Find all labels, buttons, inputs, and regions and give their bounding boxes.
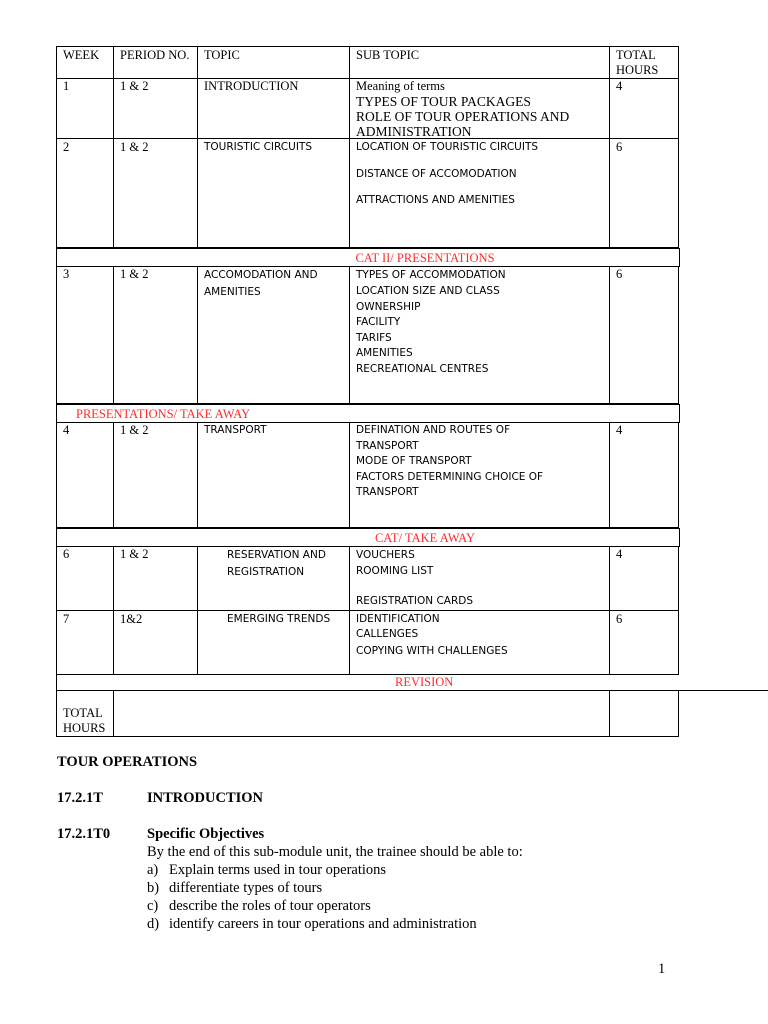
period-cell: 1 & 2 <box>114 78 198 139</box>
subtopic-item: LOCATION SIZE AND CLASS <box>356 285 500 297</box>
header-total-hours: TOTAL HOURS <box>610 47 679 79</box>
week-cell: 4 <box>57 422 114 528</box>
total-hours-blank <box>114 691 610 737</box>
period-cell: 1 & 2 <box>114 422 198 528</box>
subtopic-item: MODE OF TRANSPORT <box>356 455 472 467</box>
period-cell: 1 & 2 <box>114 266 198 404</box>
objectives-intro: By the end of this sub-module unit, the trainee should be able to: <box>147 844 523 860</box>
header-subtopic: SUB TOPIC <box>350 47 610 79</box>
header-period: PERIOD NO. <box>114 47 198 79</box>
table-row <box>56 546 679 611</box>
table-row <box>56 611 679 675</box>
subtopic-cell <box>350 422 610 528</box>
subtopic-item: DEFINATION AND ROUTES OF TRANSPORT <box>356 424 511 452</box>
subtopic-item: ROOMING LIST <box>356 565 434 577</box>
topic-cell: EMERGING TRENDS <box>198 611 350 675</box>
subtopic-item: CALLENGES <box>356 628 419 640</box>
objectives-code: 17.2.1T0 <box>57 826 111 842</box>
topic-cell: TRANSPORT <box>198 422 350 528</box>
week-cell: 3 <box>57 266 114 404</box>
subtopic-item: TARIFS <box>356 331 392 344</box>
band-revision: REVISION <box>56 675 768 691</box>
hours-cell: 6 <box>610 266 679 404</box>
total-hours-label: TOTAL HOURS <box>57 691 114 737</box>
subtopic-item: AMENITIES <box>356 347 413 359</box>
total-hours-value <box>610 691 679 737</box>
page-number: 1 <box>658 961 666 977</box>
table-row <box>56 139 679 248</box>
hours-cell: 4 <box>610 422 679 528</box>
table-row <box>56 266 679 404</box>
objectives-title: Specific Objectives <box>147 826 265 842</box>
objective-marker: a) <box>147 862 159 878</box>
subtopic-cell <box>350 139 610 248</box>
week-cell: 2 <box>57 139 114 248</box>
band-cat-presentations: CAT II/ PRESENTATIONS <box>56 248 680 267</box>
hours-cell: 6 <box>610 611 679 675</box>
objective-text: differentiate types of tours <box>169 880 323 896</box>
subtopic-item: ROLE OF TOUR OPERATIONS AND ADMINISTRATION <box>356 109 570 139</box>
subtopic-item: COPYING WITH CHALLENGES <box>356 645 508 657</box>
header-topic: TOPIC <box>198 47 350 79</box>
hours-cell: 6 <box>610 139 679 248</box>
header-week: WEEK <box>57 47 114 79</box>
subtopic-item: FACILITY <box>356 316 401 328</box>
document-title: TOUR OPERATIONS <box>57 754 198 770</box>
band-cat-take-away: CAT/ TAKE AWAY <box>56 528 680 547</box>
subtopic-item: LOCATION OF TOURISTIC CIRCUITS <box>356 141 539 153</box>
topic-cell: INTRODUCTION <box>198 78 350 139</box>
week-cell: 6 <box>57 546 114 611</box>
objective-text: Explain terms used in tour operations <box>169 862 387 878</box>
table-header-row <box>56 46 679 79</box>
week-cell: 7 <box>57 611 114 675</box>
section-title: INTRODUCTION <box>147 790 264 806</box>
table-row <box>56 422 679 528</box>
table-total-row <box>56 690 679 737</box>
subtopic-item: IDENTIFICATION <box>356 613 440 625</box>
subtopic-item: TYPES OF TOUR PACKAGES <box>356 94 531 109</box>
subtopic-cell <box>350 611 610 675</box>
objective-marker: d) <box>147 916 160 932</box>
subtopic-item: Meaning of terms <box>356 79 445 93</box>
subtopic-cell <box>350 266 610 404</box>
subtopic-item: ATTRACTIONS AND AMENITIES <box>356 194 515 206</box>
hours-cell: 4 <box>610 78 679 139</box>
subtopic-item: TYPES OF ACCOMMODATION <box>356 269 506 281</box>
topic-cell: ACCOMODATION AND AMENITIES <box>198 266 350 404</box>
subtopic-item: VOUCHERS <box>356 549 415 561</box>
topic-cell: TOURISTIC CIRCUITS <box>198 139 350 248</box>
period-cell: 1&2 <box>114 611 198 675</box>
subtopic-item: FACTORS DETERMINING CHOICE OF TRANSPORT <box>356 470 544 498</box>
objective-marker: b) <box>147 880 160 896</box>
week-cell: 1 <box>57 78 114 139</box>
period-cell: 1 & 2 <box>114 546 198 611</box>
objective-marker: c) <box>147 898 159 914</box>
subtopic-item: DISTANCE OF ACCOMODATION <box>356 167 517 180</box>
table-row <box>56 78 679 139</box>
section-code: 17.2.1T <box>57 790 103 806</box>
period-cell: 1 & 2 <box>114 139 198 248</box>
subtopic-cell <box>350 546 610 611</box>
objective-text: identify careers in tour operations and administration <box>169 916 477 932</box>
topic-cell: RESERVATION AND REGISTRATION <box>198 546 350 611</box>
subtopic-item: RECREATIONAL CENTRES <box>356 362 489 375</box>
subtopic-item: REGISTRATION CARDS <box>356 595 474 607</box>
subtopic-cell <box>350 78 610 139</box>
subtopic-item: OWNERSHIP <box>356 300 421 313</box>
hours-cell: 4 <box>610 546 679 611</box>
objective-text: describe the roles of tour operators <box>169 898 371 914</box>
band-presentations-take-away: PRESENTATIONS/ TAKE AWAY <box>56 404 680 423</box>
